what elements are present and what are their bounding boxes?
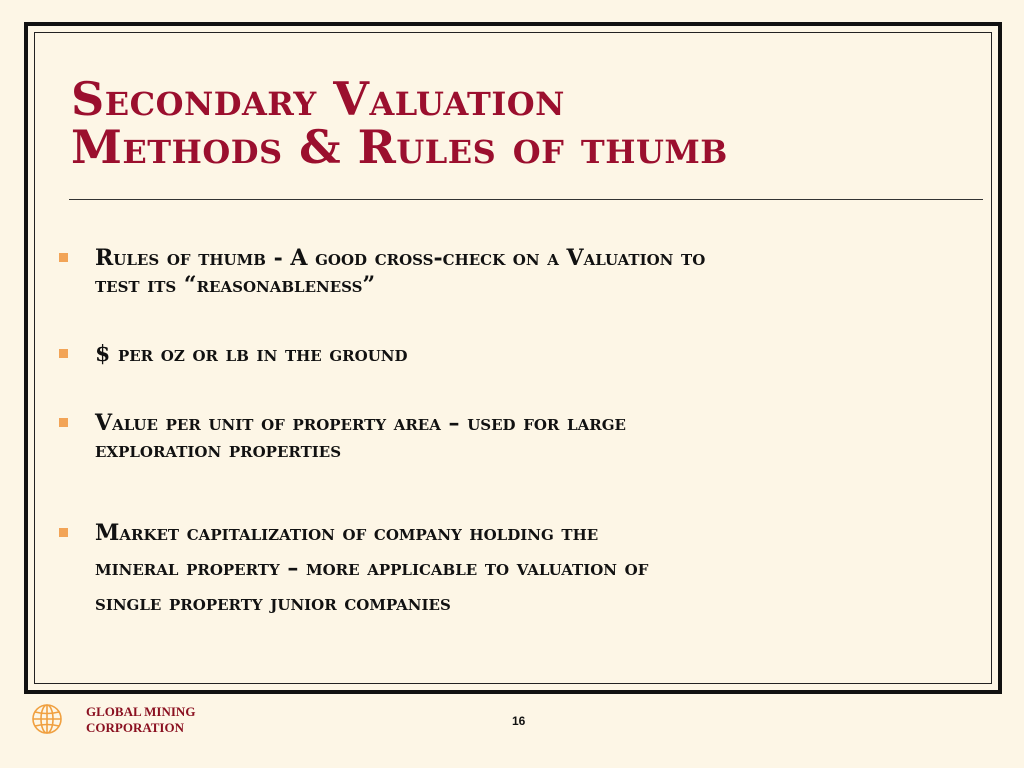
bullet-line: Value per unit of property area – used for large [95,410,626,436]
bullet-item [59,341,959,368]
slide-inner-frame [34,32,992,684]
bullet-line: test its “reasonableness” [95,272,376,298]
title-line: Secondary Valuation [71,72,565,126]
bullet-square-icon [59,528,68,537]
bullet-item [59,410,959,464]
bullet-line: mineral property – more applicable to valuation of [95,555,649,581]
slide-frame [24,22,1002,694]
bullet-item [59,245,959,299]
bullet-line: Rules of thumb - A good cross-check on a Valuation to [95,245,706,271]
page-number: 16 [512,714,526,728]
bullet-line: $ per oz or lb in the ground [95,341,408,367]
bullet-square-icon [59,349,68,358]
bullet-item [59,516,959,621]
company-name-line: CORPORATION [86,720,184,735]
company-name [86,704,195,736]
title-line: Methods & Rules of thumb [71,120,728,174]
bullet-line: single property junior companies [95,590,451,616]
company-name-line: GLOBAL MINING [86,704,196,719]
bullet-list [35,33,991,683]
bullet-line: exploration properties [95,437,342,463]
globe-icon [30,702,64,736]
bullet-line: Market capitalization of company holding the [95,520,599,546]
bullet-square-icon [59,418,68,427]
bullet-square-icon [59,253,68,262]
